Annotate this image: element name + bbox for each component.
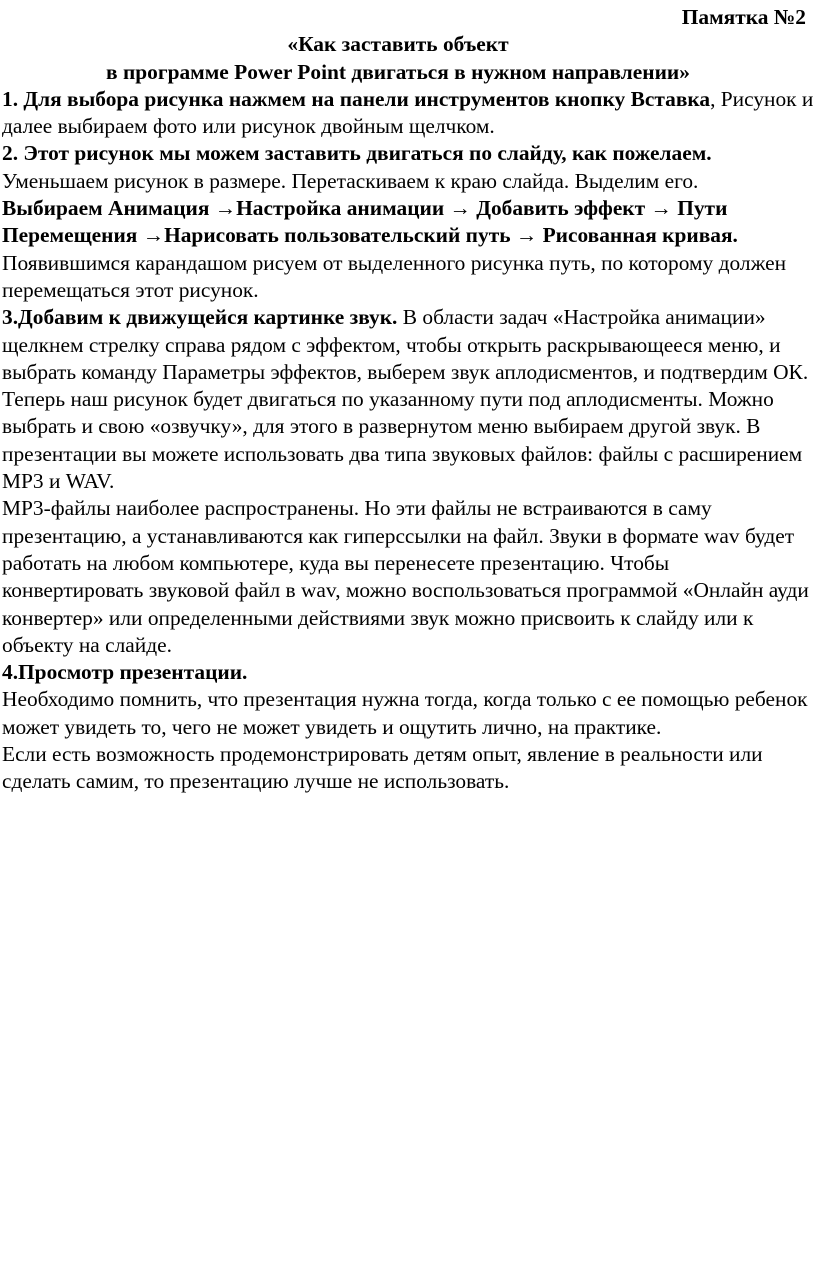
section-4-heading [2,659,814,686]
section-2-text: Уменьшаем рисунок в размере. Перетаскиваем к краю слайда. Выделим его. [2,168,699,193]
section-1-bold-word: Вставка [630,86,711,111]
section-4-text-2: Если есть возможность продемонстрировать детям опыт, явление в реальности или сделать самим, то презентацию лучше не использовать. [2,742,763,794]
title-line-1: «Как заставить объект [287,32,509,57]
title-line-2: в программе Power Point двигаться в нужном направлении» [106,59,690,84]
section-4-text: Необходимо помнить, что презентация нужна тогда, когда только с ее помощью ребенок может увидеть то, чего не может увидеть и ощутить лично, на практике. [2,687,808,739]
memo-number: Памятка №2 [681,5,806,29]
section-1-text: , Рисунок и далее выбираем фото или рисунок двойным щелчком. [2,86,814,139]
section-2-heading-text: 2. Этот рисунок мы можем заставить двигаться по слайду, как пожелаем. [2,141,712,166]
section-2-heading [2,140,814,167]
section-2-path-text: Выбираем Анимация →Настройка анимации → Добавить эффект → Пути Перемещения →Нарисовать пользовательский путь → Рисованная кривая. [2,196,738,248]
section-4-heading-text: 4.Просмотр презентации. [2,660,248,685]
section-2-text-2: Появившимся карандашом рисуем от выделенного рисунка путь, по которому должен перемещаться этот рисунок. [2,250,787,302]
section-3-heading: 3.Добавим к движущейся картинке звук. [2,305,398,330]
section-3-text: В области задач «Настройка анимации» щелкнем стрелку справа рядом с эффектом, чтобы открыть раскрывающееся меню, и выбрать команду Параметры эффектов, выберем звук аплодисментов, и подтвердим ОК. Теперь наш рисунок будет двигаться по указанному пути под аплодисменты. Можно выбрать и свою «озвучку», для этого в развернутом меню выбираем другой звук. В презентации вы можете использовать два типа звуковых файлов: файлы с расширением МР3 и WAV. [2,305,809,494]
section-1 [2,86,814,141]
section-3 [2,304,814,495]
section-2-path [2,195,814,250]
section-3-text-2: МР3-файлы наиболее распространены. Но эти файлы не встраиваются в саму презентацию, а устанавливаются как гиперссылки на файл. Звуки в формате wav будет работать на любом компьютере, куда вы перенесете презентацию. Чтобы конвертировать звуковой файл в wav, можно воспользоваться программой «Онлайн ауди конвертер» или определенными действиями звук можно присвоить к слайду или к объекту на слайде. [2,496,809,657]
section-1-heading: 1. Для выбора рисунка нажмем на панели инструментов кнопку [2,86,626,111]
